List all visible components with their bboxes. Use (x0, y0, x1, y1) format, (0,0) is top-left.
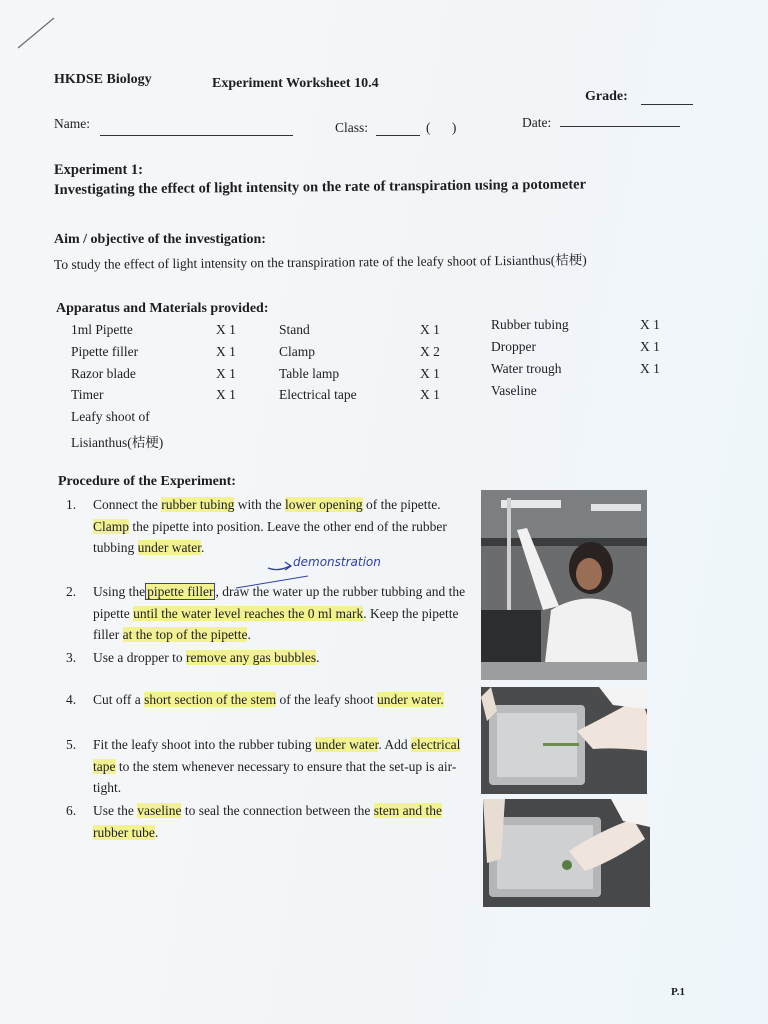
material-item: Rubber tubing (491, 317, 569, 332)
procedure-step-number: 6. (66, 803, 77, 818)
step-text-segment: to seal the connection between the (181, 803, 374, 818)
procedure-step-text (93, 647, 471, 669)
procedure-step-text (93, 581, 471, 646)
procedure-step-number: 3. (66, 650, 77, 665)
step-text-segment: of the leafy shoot (276, 692, 377, 707)
step-text-segment: Connect the (93, 497, 162, 512)
name-blank (100, 134, 293, 136)
material-item: Water trough (491, 361, 562, 376)
procedure-step-number: 4. (66, 692, 77, 707)
highlighted-phrase: lower opening (284, 497, 363, 512)
material-item: Lisianthus(桔梗) (71, 435, 164, 450)
class-label: Class: (335, 120, 369, 135)
grade-blank (641, 103, 693, 105)
date-label: Date: (522, 115, 552, 130)
grade-label: Grade: (585, 89, 628, 104)
material-quantity: X 1 (216, 322, 236, 337)
material-item: 1ml Pipette (71, 322, 133, 337)
aim-heading: Aim / objective of the investigation: (54, 232, 266, 247)
material-item: Leafy shoot of (71, 409, 150, 425)
highlighted-phrase: electrical tape (93, 737, 461, 774)
material-quantity: X 1 (420, 322, 440, 337)
material-quantity: X 1 (640, 361, 660, 376)
highlighted-phrase: Clamp (93, 518, 129, 534)
step-text-segment: the pipette into position. Leave the other end of the rubber tubbing (93, 518, 447, 555)
step-text-segment: to the stem whenever necessary to ensure that the set-up is air-tight. (93, 758, 457, 795)
material-item: Stand (279, 322, 310, 337)
procedure-step-text (93, 800, 471, 843)
step-text-segment: Fit the leafy shoot into the rubber tubing (93, 737, 315, 752)
material-quantity: X 1 (640, 317, 660, 332)
material-item: Timer (71, 387, 104, 403)
material-item: Electrical tape (279, 387, 357, 403)
handwritten-annotation: demonstration (293, 555, 381, 569)
highlighted-phrase: rubber tubing (161, 497, 235, 512)
page-number: P.1 (671, 986, 685, 998)
procedure-step-text (93, 494, 471, 559)
step-text-segment: Use the (93, 803, 138, 818)
photo-potometer-setup (481, 490, 647, 680)
step-text-segment: Use a dropper to (93, 650, 186, 665)
step-text-segment: . (154, 824, 159, 840)
step-text-segment: , draw the water up the rubber tubbing and the pipette (93, 584, 466, 621)
material-quantity: X 1 (216, 387, 236, 403)
highlighted-phrase: stem and the rubber tube (93, 803, 443, 840)
name-label: Name: (54, 116, 90, 131)
experiment-number: Experiment 1: (54, 162, 143, 178)
material-quantity: X 1 (420, 387, 440, 403)
class-number-paren: ( ) (426, 120, 457, 135)
annotation-pointer-icon (232, 574, 312, 590)
step-text-segment: . Add (378, 737, 411, 752)
highlighted-phrase: vaseline (137, 803, 182, 818)
experiment-title: Investigating the effect of light intensity on the rate of transpiration using a potometer (53, 176, 587, 198)
step-text-segment: Cut off a (93, 692, 145, 707)
step-text-segment: of the pipette. (362, 497, 441, 512)
step-text-segment: with the (234, 497, 285, 512)
photo-cutting-stem (481, 687, 647, 794)
procedure-step-text (93, 689, 471, 711)
step-text-segment: Using the (93, 584, 146, 599)
procedure-step-number: 2. (66, 584, 77, 599)
subject-title: HKDSE Biology (54, 72, 152, 87)
step-text-segment: . (316, 650, 320, 665)
material-quantity: X 1 (420, 365, 440, 381)
material-item: Clamp (279, 343, 315, 359)
aim-text: To study the effect of light intensity on the transpiration rate of the leafy shoot of Lisianthus(桔梗) (53, 252, 587, 272)
step-text-segment: . Keep the pipette filler (93, 605, 459, 642)
material-item: Table lamp (279, 365, 340, 381)
highlighted-phrase: remove any gas bubbles (185, 650, 317, 665)
material-quantity: X 2 (420, 343, 440, 359)
procedure-heading: Procedure of the Experiment: (58, 474, 236, 489)
procedure-step-text (93, 734, 471, 799)
material-item: Pipette filler (71, 343, 139, 359)
highlighted-phrase: under water (137, 540, 201, 555)
worksheet-title: Experiment Worksheet 10.4 (212, 76, 379, 91)
material-item: Dropper (491, 339, 536, 354)
material-quantity: X 1 (640, 339, 660, 354)
boxed-highlighted-phrase: pipette filler (147, 584, 214, 599)
date-blank (560, 125, 680, 127)
pen-stroke-mark (16, 16, 56, 50)
class-blank (376, 134, 420, 136)
material-item: Vaseline (491, 383, 537, 398)
material-quantity: X 1 (216, 365, 236, 381)
material-item: Razor blade (71, 365, 136, 381)
highlighted-phrase: under water. (376, 692, 444, 707)
material-quantity: X 1 (216, 343, 236, 359)
step-text-segment: . (201, 540, 205, 555)
apparatus-heading: Apparatus and Materials provided: (56, 301, 269, 316)
step-text-segment: . (247, 627, 251, 642)
highlighted-phrase: under water (314, 737, 379, 752)
highlighted-phrase: at the top of the pipette (122, 627, 248, 642)
highlighted-phrase: short section of the stem (144, 692, 277, 707)
photo-fitting-shoot (483, 799, 650, 907)
procedure-step-number: 5. (66, 737, 77, 752)
highlighted-phrase: until the water level reaches the 0 ml mark (133, 605, 364, 621)
procedure-step-number: 1. (66, 497, 77, 512)
